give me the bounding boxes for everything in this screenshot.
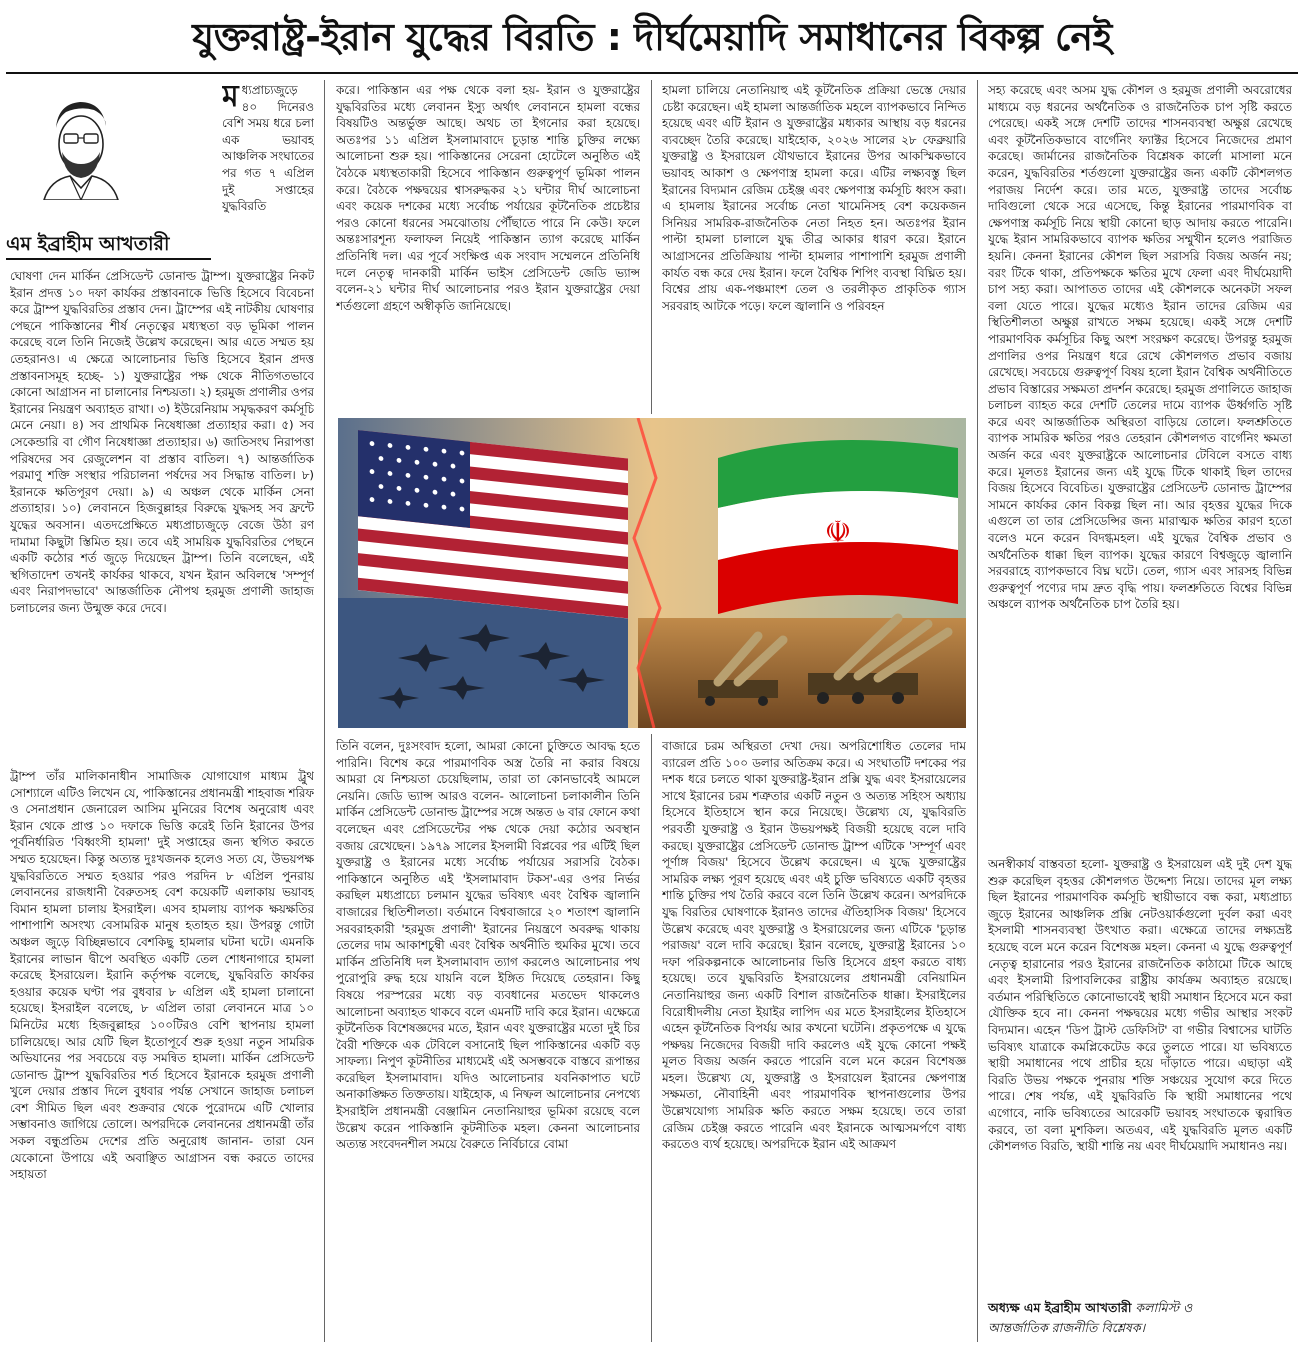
- author-signature: [988, 1298, 1288, 1338]
- us-flag-icon: [358, 430, 628, 618]
- column-1b-text: ট্রাম্প তাঁর মালিকানাধীন সামাজিক যোগাযোগ মাধ্যম ট্রুথ সোশ্যালে এটিও লিখেন যে, পাকিস্তানের প্রধানমন্ত্রী শাহবাজ শরিফ ও সেনাপ্রধান জেনারেল আসিম মুনিরের বিশেষ অনুরোধ এবং ইরান থেকে প্রাপ্ত ১০ দফাকে ভিত্তি করেই তিনি ইরানের উপর পূর্বনির্ধারিত 'বিধ্বংসী হামলা' দুই সপ্তাহের জন্য স্থগিত করতে সম্মত হয়েছেন। কিন্তু অত্যন্ত দুঃখজনক হলেও সত্য যে, উভয়পক্ষ যুদ্ধবিরতিতে সম্মত হওয়ার পরও পরদিন ৮ এপ্রিল পুনরায় লেবাননের রাজধানী বৈরুতসহ বেশ কয়েকটি এলাকায় ভয়াবহ বিমান হামলা চালায় ইসরাইল। এসব হামলায় ব্যাপক ক্ষয়ক্ষতির পাশাপাশি অসংখ্য বেসামরিক মানুষ হতাহত হয়। উপরন্তু গোটা অঞ্চল জুড়ে বিচ্ছিন্নভাবে বেশকিছু হামলার ঘটনা ঘটে। এমনকি ইরানের লাভান দ্বীপে অবস্থিত একটি তেল শোধনাগারে হামলা করেছে ইসরায়েল। ইরানি কর্তৃপক্ষ বলেছে, যুদ্ধবিরতি কার্যকর হওয়ার কয়েক ঘণ্টা পর বুধবার ৮ এপ্রিল এই হামলা চালানো হয়েছে। ইসরাইল বলেছে, ৮ এপ্রিল তারা লেবাননে মাত্র ১০ মিনিটের মধ্যে হিজবুল্লাহর ১০০টিরও বেশি স্থাপনায় হামলা চালিয়েছে। আর যেটি ছিল ইতোপূর্বে শুরু হওয়া নতুন সামরিক অভিযানের পর সবচেয়ে বড় সমন্বিত হামলা। মার্কিন প্রেসিডেন্ট ডোনাল্ড ট্রাম্প যুদ্ধবিরতির শর্ত হিসেবে ইরানকে হরমুজ প্রণালী খুলে দেয়ার প্রস্তাব দিলে বুধবার পর্যন্ত সেখানে জাহাজ চলাচল বেশ সীমিত ছিল এবং শুক্রবার থেকে পুরোদমে এটি খোলার সম্ভাবনাও জাগিয়ে তোলে। অপরদিকে লেবাননের প্রধানমন্ত্রী তাঁর সকল বন্ধুপ্রতিম দেশের প্রতি অনুরোধ জানান- তারা যেন যেকোনো উপায়ে এই অবাঞ্ছিত আগ্রাসন বন্ধ করতে তাদের সহায়তা: [10, 769, 314, 1182]
- column-2-bottom: [336, 738, 640, 1340]
- signature-role-2: আন্তর্জাতিক রাজনীতি বিশ্লেষক।: [988, 1320, 1146, 1335]
- headline: যুক্তরাষ্ট্র-ইরান যুদ্ধের বিরতি : দীর্ঘমেয়াদি সমাধানের বিকল্প নেই: [192, 15, 1112, 59]
- column-2-top-text: করে। পাকিস্তান এর পক্ষ থেকে বলা হয়- ইরান ও যুক্তরাষ্ট্রের যুদ্ধবিরতির মধ্যে লেবানন ইস্যু অর্থাৎ লেবাননে হামলা বন্ধের বিষয়টিও অন্তর্ভুক্ত আছে। অথচ তা ইগনোর করা হয়েছে। অতঃপর ১১ এপ্রিল ইসলামাবাদে চূড়ান্ত শান্তি চুক্তির লক্ষ্যে আলোচনা শুরু হয়। পাকিস্তানের সেরেনা হোটেলে অনুষ্ঠিত এই বৈঠকে মধ্যস্থতাকারী হিসেবে পাকিস্তান গুরুত্বপূর্ণ ভূমিকা পালন করে। বৈঠকে পক্ষদ্বয়ের শ্বাসরুদ্ধকর ২১ ঘন্টার দীর্ঘ আলোচনা এবং কয়েক দশকের মধ্যে সর্বোচ্চ পর্যায়ের কূটনৈতিক প্রচেষ্টার পরও কোনো ধরনের সমঝোতায় পৌঁছাতে পারে নি কেউ। ফলে অন্তঃসারশূন্য ফলাফল নিয়েই পাকিস্তান ত্যাগ করেছে মার্কিন প্রতিনিধি দল। এর পূর্বে সংক্ষিপ্ত এক সংবাদ সম্মেলনে প্রতিনিধি দলে নেতৃত্ব দানকারী মার্কিন ভাইস প্রেসিডেন্ট জেডি ভ্যান্স বলেন-২১ ঘন্টার দীর্ঘ আলোচনার পরও ইরান যুক্তরাষ্ট্রের দেয়া শর্তগুলো গ্রহণে অস্বীকৃতি জানিয়েছে।: [336, 83, 640, 313]
- column-3-bottom-text: বাজারে চরম অস্থিরতা দেখা দেয়। অপরিশোধিত তেলের দাম ব্যারেল প্রতি ১০০ ডলার অতিক্রম করে। এ সংঘাতটি দশকের পর দশক ধরে চলতে থাকা যুক্তরাষ্ট্র-ইরান প্রক্সি যুদ্ধ এবং ইসরায়েলের সাথে ইরানের চরম শত্রুতার একটি নতুন ও অত্যন্ত সহিংস অধ্যায় হিসেবে ইতিহাসে স্থান করে নিয়েছে। উল্লেখ্য যে, যুদ্ধবিরতি পরবর্তী যুক্তরাষ্ট্র ও ইরান উভয়পক্ষই বিজয়ী হয়েছে বলে দাবি করছে। যুক্তরাষ্ট্রের প্রেসিডেন্ট ডোনাল্ড ট্রাম্প এটিকে 'সম্পূর্ণ এবং পূর্ণাঙ্গ বিজয়' হিসেবে উল্লেখ করেছেন। এ যুদ্ধে যুক্তরাষ্ট্রের সামরিক লক্ষ্য পূরণ হয়েছে এবং এই চুক্তি ভবিষ্যতে একটি বৃহত্তর শান্তি চুক্তির পথ তৈরি করবে বলে তিনি উল্লেখ করেন। অপরদিকে যুদ্ধ বিরতির ঘোষণাকে ইরানও তাদের ঐতিহাসিক বিজয়' হিসেবে উল্লেখ করেছে এবং যুক্তরাষ্ট্র ও ইসরায়েলের জন্য এটিকে 'চূড়ান্ত পরাজয়' বলে দাবি করেছে। ইরান বলেছে, যুক্তরাষ্ট্র ইরানের ১০ দফা পরিকল্পনাকে আলোচনার ভিত্তি হিসেবে গ্রহণ করতে বাধ্য হয়েছে। তবে যুদ্ধবিরতি ইসরায়েলের প্রধানমন্ত্রী বেনিয়ামিন নেতানিয়াহুর জন্য একটি বিশাল রাজনৈতিক ধাক্কা। ইসরাইলের বিরোধীদলীয় নেতা ইয়াইর লাপিদ এর মতে ইসরাইলের ইতিহাসে এহেন কূটনৈতিক বিপর্যয় আর কখনো ঘটেনি। প্রকৃতপক্ষে এ যুদ্ধে পক্ষদ্বয় নিজেদের বিজয়ী দাবি করলেও এই যুদ্ধে কোনো পক্ষই মূলত বিজয় অর্জন করতে পারেনি বলে মনে করেন বিশেষজ্ঞ মহল। উল্লেখ্য যে, যুক্তরাষ্ট্র ও ইসরায়েল ইরানের ক্ষেপণাস্ত্র সক্ষমতা, নৌবাহিনী এবং পারমাণবিক স্থাপনাগুলোর উপর উল্লেখযোগ্য সামরিক ক্ষতি করতে সক্ষম হয়েছে। তবে তারা রেজিম চেইঞ্জ করতে পারেনি এবং ইরানকে আত্মসমর্পণে বাধ্য করতেও ব্যর্থ হয়েছে। অপরদিকে ইরান এই আক্রমণ: [662, 739, 966, 1152]
- column-rule-2b: [651, 734, 652, 1342]
- lead-text: ধ্যপ্রাচ্যজুড়ে ৪০ দিনেরও বেশি সময় ধরে চলা এক ভয়াবহ আঞ্চলিক সংঘাতের পর গত ৭ এপ্রিল দুই সপ্তাহের যুদ্ধবিরতি: [222, 83, 314, 214]
- column-3-top-text: হামলা চালিয়ে নেতানিয়াহু এই কূটনৈতিক প্রক্রিয়া ভেস্তে দেয়ার চেষ্টা করেছেন। এই হামলা আন্তর্জাতিক মহলে ব্যাপকভাবে নিন্দিত হয়েছে এবং এটি ইরান ও যুক্তরাষ্ট্রের মধ্যকার আস্থায় বড় ধরনের ব্যবচ্ছেদ তৈরি করেছে। যাইহোক, ২০২৬ সালের ২৮ ফেব্রুয়ারি যুক্তরাষ্ট্র ও ইসরায়েল যৌথভাবে ইরানের উপর আকস্মিকভাবে ভয়াবহ আকাশ ও ক্ষেপণাস্ত্র হামলা করে। এটির লক্ষ্যবস্তু ছিল ইরানের বিদ্যমান রেজিম চেইঞ্জ এবং ক্ষেপণাস্ত্র কর্মসূচি ধ্বংস করা। এ হামলায় ইরানের সর্বোচ্চ নেতা খামেনিসহ বেশ কয়েকজন সিনিয়র সামরিক-রাজনৈতিক নেতা নিহত হন। অতঃপর ইরান পাল্টা হামলা চালালে যুদ্ধ তীব্র আকার ধারণ করে। ইরানে আগ্রাসনের প্রতিক্রিয়ায় পাল্টা হামলার পাশাপাশি হরমুজ প্রণালী কার্যত বন্ধ করে দেয় ইরান। ফলে বৈশ্বিক শিপিং ব্যবস্থা বিঘ্নিত হয়। বিশ্বের প্রায় এক-পঞ্চমাংশ তেল ও তরলীকৃত প্রাকৃতিক গ্যাস সরবরাহ আটকে পড়ে। ফলে জ্বালানি ও পরিবহন: [662, 83, 966, 313]
- column-rule-3: [977, 80, 978, 1342]
- column-3-bottom: [662, 738, 966, 1340]
- column-2-bottom-text: তিনি বলেন, দুঃসংবাদ হলো, আমরা কোনো চুক্তিতে আবদ্ধ হতে পারিনি। বিশেষ করে পারমাণবিক অস্ত্র তৈরি না করার বিষয়ে আমরা যে নিশ্চয়তা চেয়েছিলাম, তারা তা কোনভাবেই আমলে নেয়নি। জেডি ভ্যান্স আরও বলেন- আলোচনা চলাকালীন তিনি মার্কিন প্রেসিডেন্ট ডোনাল্ড ট্রাম্পের সঙ্গে অন্তত ৬ বার ফোনে কথা বলেছেন এবং প্রেসিডেন্টের পক্ষ থেকে দেয়া কঠোর অবস্থান বজায় রেখেছেন। ১৯৭৯ সালের ইসলামী বিপ্লবের পর এটিই ছিল যুক্তরাষ্ট্র ও ইরানের মধ্যে সর্বোচ্চ পর্যায়ের সরাসরি বৈঠক। পাকিস্তানে অনুষ্ঠিত এই 'ইসলামাবাদ টকস'-এর ওপর নির্ভর করছিল মধ্যপ্রাচ্যে চলমান যুদ্ধের ভবিষ্যৎ এবং বৈশ্বিক জ্বালানি বাজারের স্থিতিশীলতা। বর্তমানে বিশ্ববাজারে ২০ শতাংশ জ্বালানি সরবরাহকারী 'হরমুজ প্রণালী' ইরানের নিয়ন্ত্রণে অবরুদ্ধ থাকায় তেলের দাম আকাশচুম্বী এবং বৈশ্বিক অর্থনীতি হুমকির মুখে। তবে মার্কিন প্রতিনিধি দল ইসলামাবাদ ত্যাগ করলেও আলোচনার পথ পুরোপুরি রুদ্ধ হয়ে যায়নি বলে ইঙ্গিত দিয়েছে তেহরান। কিছু বিষয়ে পরস্পরের মধ্যে বড় ব্যবধানের মতভেদ থাকলেও আলোচনা অব্যাহত থাকবে বলে এমনটি দাবি করে ইরান। এক্ষেত্রে কূটনৈতিক বিশেষজ্ঞদের মতে, ইরান এবং যুক্তরাষ্ট্রের মতো দুই চির বৈরী শক্তিকে এক টেবিলে বসানোই ছিল পাকিস্তানের একটি বড় সাফল্য। নিপুণ কূটনীতির মাধ্যমেই এই অসম্ভবকে বাস্তবে রূপান্তর করেছিল ইসলামাবাদ। যদিও আলোচনার যবনিকাপাত ঘটে অনাকাঙ্ক্ষিত তিক্ততায়। যাইহোক, এ নিষ্ফল আলোচনার নেপথ্যে ইসরাইলি প্রধানমন্ত্রী বেঞ্জামিন নেতানিয়াহুর ভূমিকা রয়েছে বলে উল্লেখ করেন পাকিস্তানি কূটনীতিক মহল। কেননা আলোচনার অত্যন্ত সংবেদনশীল সময়ে বৈরুতে নির্বিচারে বোমা: [336, 739, 640, 1152]
- author-box: [6, 82, 216, 262]
- signature-role-1: কলামিস্ট ও: [1135, 1300, 1193, 1315]
- lead-paragraph: [222, 82, 314, 268]
- signature-name: অধ্যক্ষ এম ইব্রাহীম আখতারী: [988, 1300, 1132, 1315]
- column-rule-2: [651, 80, 652, 414]
- column-2-top: [336, 82, 640, 412]
- us-iran-flags-photo: [338, 418, 966, 728]
- headline-rule: [6, 72, 1298, 74]
- column-3-top: [662, 82, 966, 412]
- column-4-bottom-text: অনস্বীকার্য বাস্তবতা হলো- যুক্তরাষ্ট্র ও ইসরায়েল এই দুই দেশ যুদ্ধ শুরু করেছিল বৃহত্তর কৌশলগত উদ্দেশ্য নিয়ে। তাদের মূল লক্ষ্য ছিল ইরানের পারমাণবিক কর্মসূচি স্থায়ীভাবে বন্ধ করা, মধ্যপ্রাচ্য জুড়ে ইরানের আঞ্চলিক প্রক্সি নেটওয়ার্কগুলো দুর্বল করা এবং ইসলামী শাসনব্যবস্থা উৎখাত করা। এক্ষেত্রে তাদের লক্ষ্যভ্রষ্ট হয়েছে বলে মনে করেন বিশেষজ্ঞ মহল। কেননা এ যুদ্ধে গুরুত্বপূর্ণ নেতৃত্ব হারানোর পরও ইরানের রাজনৈতিক কাঠামো টিকে আছে এবং ইসলামী রিপাবলিকের রাষ্ট্রীয় কার্যক্রম অব্যাহত রয়েছে। বর্তমান পরিস্থিতিতে কোনোভাবেই স্থায়ী সমাধান হিসেবে মনে করা যৌক্তিক হবে না। কেননা পক্ষদ্বয়ের মধ্যে গভীর আস্থার সংকট বিদ্যমান। এহেন 'ডিপ ট্রাস্ট ডেফিসিট' বা গভীর বিশ্বাসের ঘাটতি ভবিষ্যৎ যাত্রাকে কমপ্লিকেটেড করে তুলতে পারে। যা ভবিষ্যতে স্থায়ী সমাধানের পথে প্রাচীর হয়ে দাঁড়াতে পারে। এছাড়া এই বিরতি উভয় পক্ষকে পুনরায় শক্তি সঞ্চয়ের সুযোগ করে দিতে পারে। শেষ পর্যন্ত, এই যুদ্ধবিরতি কি স্থায়ী সমাধানের পথে এগোবে, নাকি ভবিষ্যতের আরেকটি ভয়াবহ সংঘাতকে ত্বরান্বিত করবে, তা বলা মুশকিল। অতএব, এই যুদ্ধবিরতি মূলত একটি কৌশলগত বিরতি, স্থায়ী শান্তি নয় এবং দীর্ঘমেয়াদি সমাধানও নয়।: [988, 857, 1292, 1154]
- column-1-part-a: [10, 268, 314, 768]
- column-4-bottom: [988, 856, 1292, 1286]
- column-rule-1: [324, 80, 325, 1342]
- photo-illustration: [338, 418, 966, 728]
- dropcap: ম: [222, 82, 239, 114]
- iran-flag-icon: [718, 440, 958, 614]
- column-1-part-b: [10, 768, 314, 1338]
- author-portrait-sketch: [34, 92, 126, 200]
- author-byline: এম ইব্রাহীম আখতারী: [6, 230, 211, 260]
- column-4-top-text: সহ্য করেছে এবং অসম যুদ্ধ কৌশল ও হরমুজ প্রণালী অবরোধের মাধ্যমে বড় ধরনের অর্থনৈতিক ও রাজনৈতিক চাপ সৃষ্টি করতে পেরেছে। একই সঙ্গে দেশটি তাদের শাসনব্যবস্থা অক্ষুণ্ণ রেখেছে এবং কূটনৈতিকভাবে বার্গেনিং ফ্যাক্টর হিসেবে নিজেদের প্রমাণ করেছে। জার্মানের রাজনৈতিক বিশ্লেষক কার্লো মাসালা মনে করেন, যুদ্ধবিরতির শর্তগুলো যুক্তরাষ্ট্রের জন্য একটি কৌশলগত পরাজয় নির্দেশ করে। তার মতে, যুক্তরাষ্ট্র তাদের সর্বোচ্চ দাবিগুলো থেকে সরে এসেছে, কিন্তু ইরানের পারমাণবিক বা ক্ষেপণাস্ত্র কর্মসূচি নিয়ে স্থায়ী কোনো ছাড় আদায় করতে পারেনি। যুদ্ধে ইরান সামরিকভাবে ব্যাপক ক্ষতির সম্মুখীন হলেও পরাজিত হয়নি। কেননা ইরানের কৌশল ছিল সরাসরি বিজয় অর্জন নয়; বরং টিকে থাকা, প্রতিপক্ষকে ক্ষতির মুখে ফেলা এবং দীর্ঘমেয়াদী চাপ সহ্য করা। আপাতত তাদের এই কৌশলকে অনেকটা সফল বলা যেতে পারে। যুদ্ধের মধ্যেও ইরান তাদের রেজিম এর স্থিতিশীলতা অক্ষুণ্ণ রাখতে সক্ষম হয়েছে। একই সঙ্গে দেশটি পারমাণবিক কর্মসূচির কিছু অংশ সংরক্ষণ করেছে। উপরন্তু হরমুজ প্রণালির ওপর নিয়ন্ত্রণ ধরে রেখে কৌশলগত প্রভাব বজায় রেখেছে। সবচেয়ে গুরুত্বপূর্ণ বিষয় হলো ইরান বৈশ্বিক অর্থনীতিতে প্রভাব বিস্তারের সক্ষমতা প্রদর্শন করেছে। হরমুজ প্রণালিতে জাহাজ চলাচল ব্যাহত করে দেশটি তেলের দামে ব্যাপক ঊর্ধ্বগতি সৃষ্টি করে এবং আন্তর্জাতিক অস্থিরতা বাড়িয়ে তোলে। ফলশ্রুতিতে ব্যাপক সামরিক ক্ষতির পরও তেহরান কৌশলগত বার্গেনিং ক্ষমতা অর্জন করে এবং যুক্তরাষ্ট্রকে আলোচনার টেবিলে বসতে বাধ্য করে। মূলতঃ ইরানের জন্য এই যুদ্ধে টিকে থাকাই ছিল তাদের বিজয় হিসেবে বিবেচিত। যুক্তরাষ্ট্রের প্রেসিডেন্ট ডোনাল্ড ট্রাম্পের সামনে কার্যকর কোন বিকল্প ছিল না। আর বৃহত্তর যুদ্ধের দিকে এগুলে তা তার প্রেসিডেন্সির জন্য মারাত্মক ক্ষতির কারণ হতো বলেও মনে করেন বিদগ্ধমহল। এই যুদ্ধের বৈশ্বিক প্রভাব ও অর্থনৈতিক ধাক্কা ছিল ব্যাপক। যুদ্ধের কারণে বিশ্বজুড়ে জ্বালানি সরবরাহে ব্যাপকভাবে বিঘ্ন ঘটে। তেল, গ্যাস এবং সারসহ বিভিন্ন গুরুত্বপূর্ণ পণ্যের দাম দ্রুত বৃদ্ধি পায়। ফলশ্রুতিতে বিশ্বের বিভিন্ন অঞ্চলে ব্যাপক অর্থনৈতিক চাপ তৈরি হয়।: [988, 83, 1292, 612]
- column-4-top: [988, 82, 1292, 852]
- svg-text:☫: ☫: [824, 515, 852, 550]
- column-1-text: ঘোষণা দেন মার্কিন প্রেসিডেন্ট ডোনাল্ড ট্রাম্প। যুক্তরাষ্ট্রের নিকট ইরান প্রদত্ত ১০ দফা কার্যকর প্রস্তাবনাকে ভিত্তি হিসেবে বিবেচনা করে ট্রাম্প যুদ্ধবিরতির প্রস্তাব দেন। ট্রাম্পের এই নাটকীয় ঘোষণার পেছনে পাকিস্তানের শীর্ষ নেতৃত্বের মধ্যস্থতা বড় ভূমিকা পালন করেছে বলে তিনি নিজেই উল্লেখ করেছেন। আর এতে সম্মত হয় তেহরানও। এ ক্ষেত্রে আলোচনার ভিত্তি হিসেবে ইরান প্রদত্ত প্রস্তাবনাসমূহ হচ্ছে- ১) যুক্তরাষ্ট্রের পক্ষ থেকে নীতিগতভাবে কোনো আগ্রাসন না চালানোর নিশ্চয়তা। ২) হরমুজ প্রণালীর ওপর ইরানের নিয়ন্ত্রণ অব্যাহত রাখা। ৩) ইউরেনিয়াম সমৃদ্ধকরণ কর্মসূচি মেনে নেয়া। ৪) সব প্রাথমিক নিষেধাজ্ঞা প্রত্যাহার করা। ৫) সব সেকেন্ডারি বা গৌণ নিষেধাজ্ঞা প্রত্যাহার। ৬) জাতিসংঘ নিরাপত্তা পরিষদের সব রেজুলেশন বা প্রস্তাব বাতিল। ৭) আন্তর্জাতিক পরমাণু শক্তি সংস্থার পরিচালনা পর্ষদের সব সিদ্ধান্ত বাতিল। ৮) ইরানকে ক্ষতিপূরণ দেয়া। ৯) এ অঞ্চল থেকে মার্কিন সেনা প্রত্যাহার। ১০) লেবাননে হিজবুল্লাহর বিরুদ্ধে যুদ্ধসহ সব ফ্রন্টে যুদ্ধের অবসান। এতদপ্রেক্ষিতে মধ্যপ্রাচ্যজুড়ে বেজে উঠা রণ দামামা কিছুটা স্তিমিত হয়। তবে এই সাময়িক যুদ্ধবিরতির পেছনে একটি কঠোর শর্ত জুড়ে দিয়েছেন ট্রাম্প। তিনি বলেছেন, এই স্থগিতাদেশ তখনই কার্যকর থাকবে, যখন ইরান অবিলম্বে 'সম্পূর্ণ এবং নিরাপদভাবে' আন্তর্জাতিক নৌপথ হরমুজ প্রণালী জাহাজ চলাচলের জন্য উন্মুক্ত করে দেবে।: [10, 269, 314, 615]
